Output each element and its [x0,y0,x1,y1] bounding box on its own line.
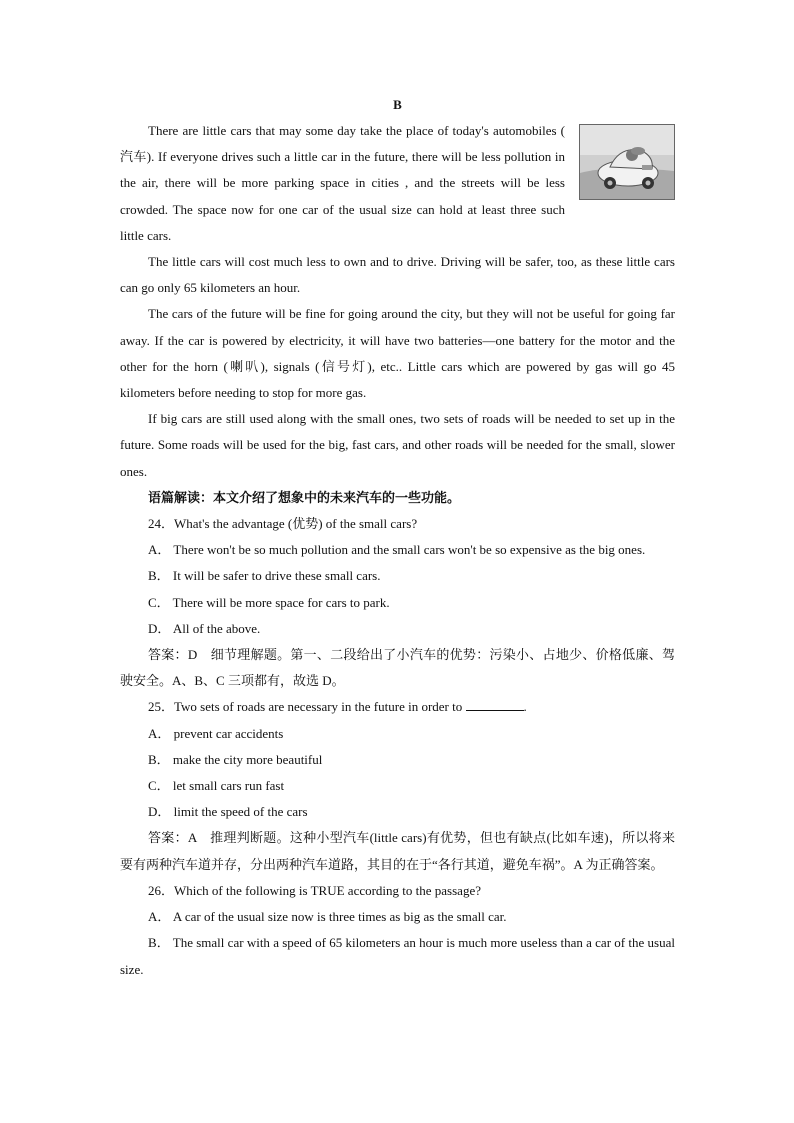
question-25-stem [120,694,675,720]
question-24-option-d: D． All of the above. [148,620,261,636]
answer-label: 答案： [148,647,188,663]
passage-analysis: 语篇解读：本文介绍了想象中的未来汽车的一些功能。 [148,489,461,505]
answer-label: 答案： [148,830,188,846]
passage-paragraph-2: The little cars will cost much less to own and to drive. Driving will be safer, too, as these little cars can go only 65 kilometers an hour. [120,254,675,296]
answer-blank [466,696,524,711]
passage-paragraph-3: The cars of the future will be fine for going around the city, but they will not be useful for going far away. If the car is powered by electricity, it will have two batteries—one battery for the motor and the other for the horn (喇叭), signals (信号灯), etc.. Little cars which are powered by gas will go 45 kilometers before needing to stop for more gas. [120,306,675,401]
question-25-option-a: A． prevent car accidents [148,725,284,741]
question-24-stem: 24．What's the advantage (优势) of the small cars? [148,516,418,532]
question-25-stem-end: . [523,699,527,715]
passage-paragraph-4: If big cars are still used along with the small ones, two sets of roads will be needed to set up in the future. Some roads will be used for the big, fast cars, and other roads will be needed for the small, slower ones. [120,411,675,479]
question-24-option-b: B． It will be safer to drive these small cars. [148,568,381,584]
answer-text: A 推理判断题。这种小型汽车(little cars)有优势，但也有缺点(比如车速)，所以将来要有两种汽车道并存，分出两种汽车道路，其目的在于“各行其道，避免车祸”。A 为正确答案。 [120,830,675,872]
question-26-option-a: A． A car of the usual size now is three times as big as the small car. [148,909,507,925]
question-25-option-c: C． let small cars run fast [148,778,285,794]
little-car-image-icon [580,125,674,199]
little-car-photo [579,124,675,200]
question-26-option-b: B． The small car with a speed of 65 kilometers an hour is much more useless than a car of the usual size. [120,935,675,977]
answer-text: D 细节理解题。第一、二段给出了小汽车的优势：污染小、占地少、价格低廉、驾驶安全。A、B、C 三项都有，故选 D。 [120,647,675,689]
question-25-answer [120,825,675,877]
passage-paragraph-1: There are little cars that may some day take the place of today's automobiles ( 汽车). If everyone drives such a little car in the future, there will be less pollution in the air, there will be more parking space in cities , and the streets will be less crowded. The space now for one car of the usual size can hold at least three such little cars. [120,123,565,243]
question-24-option-c: C． There will be more space for cars to park. [148,594,390,610]
question-24-answer [120,642,675,694]
question-26-stem: 26．Which of the following is TRUE according to the passage? [148,882,481,898]
question-25-option-d: D． limit the speed of the cars [148,804,308,820]
question-25-stem-text: 25．Two sets of roads are necessary in the future in order to [148,699,463,715]
question-24-option-a: A． There won't be so much pollution and the small cars won't be so expensive as the big ones. [148,542,646,558]
question-25-option-b: B． make the city more beautiful [148,751,323,767]
document-content [120,92,675,983]
section-title: B [393,97,402,112]
